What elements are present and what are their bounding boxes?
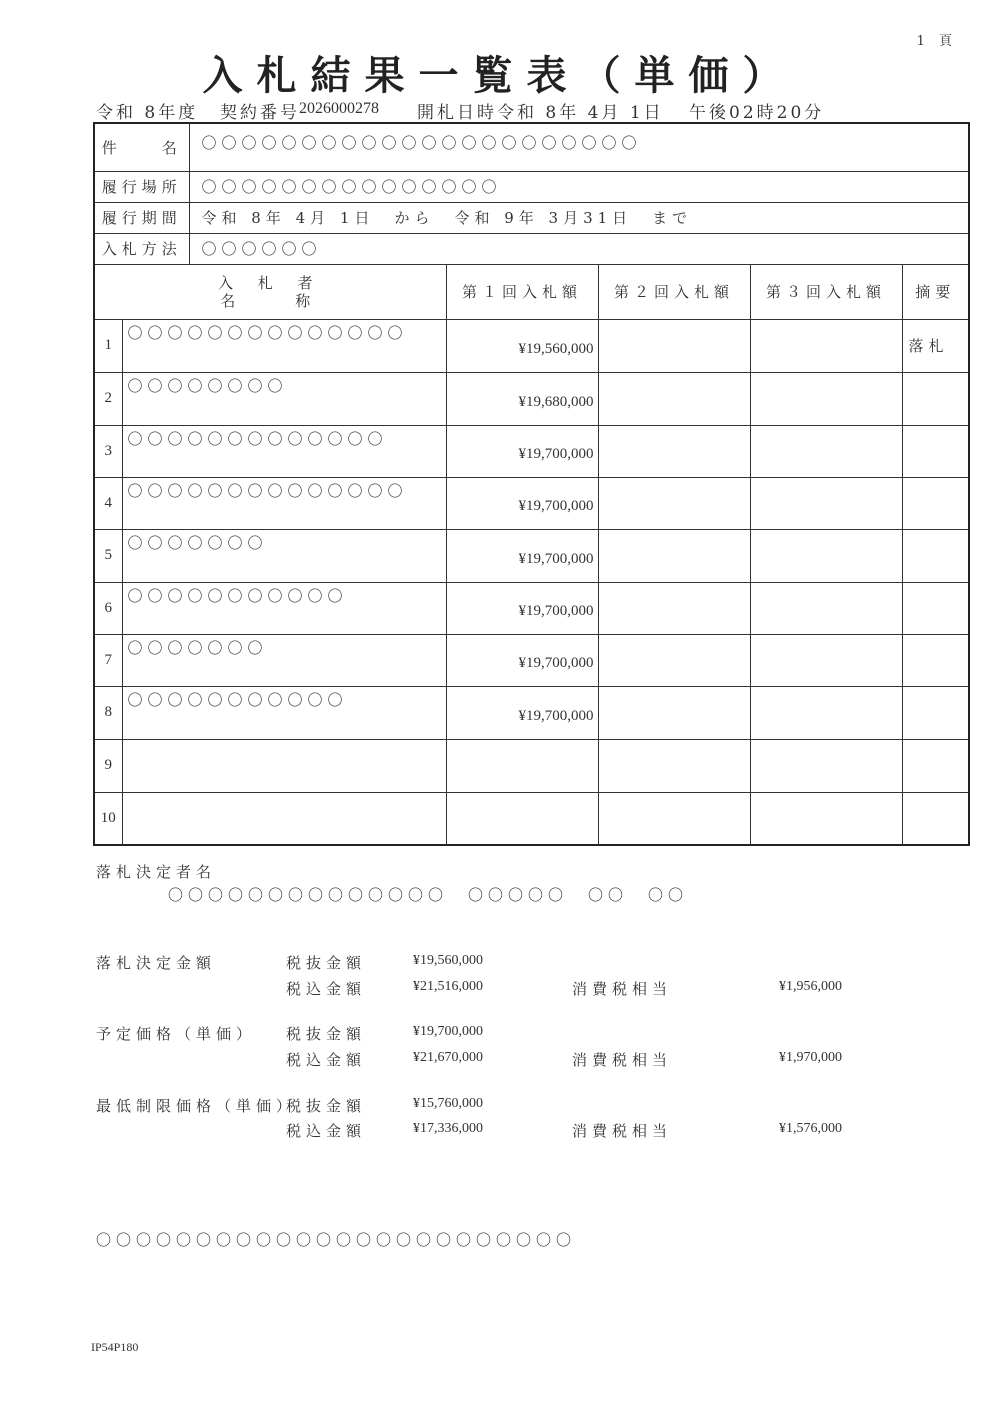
round1-amount: ¥19,700,000 (446, 634, 598, 686)
bidder-name (122, 739, 446, 792)
row-note (902, 686, 969, 739)
table-row (94, 739, 969, 792)
round2-amount (598, 739, 750, 792)
round1-amount (446, 739, 598, 792)
row-note (902, 739, 969, 792)
row-note (902, 477, 969, 529)
round3-amount (750, 319, 902, 372)
table-row (94, 582, 969, 634)
round1-amount: ¥19,700,000 (446, 686, 598, 739)
tax-included-amount: ¥21,670,000 (413, 1050, 483, 1065)
open-time: 午後02時20分 (689, 103, 825, 123)
row-number: 7 (94, 634, 122, 686)
row-note: 落札 (902, 319, 969, 372)
info-row-period (94, 202, 969, 233)
bidder-name (122, 792, 446, 845)
round2-amount (598, 319, 750, 372)
form-code: IP54P180 (91, 1340, 139, 1354)
info-row-method (94, 233, 969, 264)
round3-amount (750, 634, 902, 686)
tax-excluded-amount: ¥15,760,000 (413, 1096, 483, 1111)
tax-included-label: 税込金額 (286, 1051, 367, 1069)
row-number: 5 (94, 529, 122, 582)
round3-amount (750, 739, 902, 792)
row-number: 4 (94, 477, 122, 529)
info-value: 令和 8年 4月 1日 から 令和 9年 3月31日 まで (189, 202, 969, 233)
bidder-name: 〇〇〇〇〇〇〇 (122, 634, 446, 686)
tax-included-label: 税込金額 (286, 980, 367, 998)
round2-amount (598, 634, 750, 686)
info-value: 〇〇〇〇〇〇 (189, 233, 969, 264)
table-row (94, 477, 969, 529)
bidder-name: 〇〇〇〇〇〇〇〇〇〇〇〇〇〇 (122, 319, 446, 372)
bidder-name: 〇〇〇〇〇〇〇〇〇〇〇 (122, 686, 446, 739)
row-note (902, 425, 969, 477)
row-number: 3 (94, 425, 122, 477)
document-title: 入札結果一覧表（単価） (202, 52, 797, 99)
bidder-name: 〇〇〇〇〇〇〇 (122, 529, 446, 582)
round1-header: 第１回入札額 (446, 264, 598, 319)
tax-amount: ¥1,956,000 (779, 979, 842, 994)
row-note (902, 529, 969, 582)
table-row (94, 425, 969, 477)
row-number: 9 (94, 739, 122, 792)
bidder-header (94, 264, 446, 319)
round3-amount (750, 477, 902, 529)
contract-no-label: 契約番号 (220, 103, 300, 123)
tax-label: 消費税相当 (572, 1051, 673, 1069)
tax-excluded-amount: ¥19,560,000 (413, 953, 483, 968)
round1-amount: ¥19,700,000 (446, 477, 598, 529)
tax-excluded-label: 税抜金額 (286, 1097, 367, 1115)
tax-excluded-amount: ¥19,700,000 (413, 1024, 483, 1039)
info-row-subject (94, 123, 969, 171)
round1-amount: ¥19,700,000 (446, 425, 598, 477)
tax-included-label: 税込金額 (286, 1122, 367, 1140)
round2-amount (598, 477, 750, 529)
fiscal-year: 令和 8年度 (96, 103, 199, 123)
tax-label: 消費税相当 (572, 1122, 673, 1140)
row-number: 6 (94, 582, 122, 634)
bidder-header-line1: 入 札 者 (217, 273, 323, 292)
round3-amount (750, 425, 902, 477)
table-row (94, 634, 969, 686)
round2-amount (598, 425, 750, 477)
tax-label: 消費税相当 (572, 980, 673, 998)
winner-name: 〇〇〇〇〇〇〇〇〇〇〇〇〇〇 〇〇〇〇〇 〇〇 〇〇 (168, 886, 689, 904)
round3-amount (750, 686, 902, 739)
tax-included-amount: ¥17,336,000 (413, 1121, 483, 1136)
bid-results-table (93, 122, 970, 846)
bidder-name: 〇〇〇〇〇〇〇〇 (122, 372, 446, 425)
round3-amount (750, 372, 902, 425)
round2-amount (598, 529, 750, 582)
round2-amount (598, 372, 750, 425)
remarks: 〇〇〇〇〇〇〇〇〇〇〇〇〇〇〇〇〇〇〇〇〇〇〇〇 (96, 1231, 577, 1249)
summary-label: 予定価格（単価） (96, 1025, 257, 1043)
round3-amount (750, 582, 902, 634)
round3-amount (750, 529, 902, 582)
table-row (94, 792, 969, 845)
open-date: 令和 8年 4月 1日 (497, 103, 664, 123)
table-row (94, 686, 969, 739)
table-row (94, 319, 969, 372)
table-row (94, 372, 969, 425)
row-number: 8 (94, 686, 122, 739)
page-number: 1 頁 (916, 34, 957, 49)
note-header: 摘要 (902, 264, 969, 319)
round1-amount (446, 792, 598, 845)
info-row-location (94, 171, 969, 202)
summary-label: 最低制限価格（単価） (96, 1097, 297, 1115)
row-note (902, 582, 969, 634)
bidder-header-line2: 名 称 (220, 291, 321, 310)
row-note (902, 372, 969, 425)
round2-amount (598, 582, 750, 634)
tax-amount: ¥1,970,000 (779, 1050, 842, 1065)
table-row (94, 529, 969, 582)
tax-excluded-label: 税抜金額 (286, 954, 367, 972)
round2-amount (598, 686, 750, 739)
winner-label: 落札決定者名 (96, 863, 217, 881)
row-number: 10 (94, 792, 122, 845)
bidder-name: 〇〇〇〇〇〇〇〇〇〇〇 (122, 582, 446, 634)
row-note (902, 634, 969, 686)
bidder-name: 〇〇〇〇〇〇〇〇〇〇〇〇〇 (122, 425, 446, 477)
bidder-name: 〇〇〇〇〇〇〇〇〇〇〇〇〇〇 (122, 477, 446, 529)
info-label: 履行場所 (94, 171, 189, 202)
info-value: 〇〇〇〇〇〇〇〇〇〇〇〇〇〇〇 (189, 171, 969, 202)
contract-no: 2026000278 (299, 100, 379, 117)
tax-excluded-label: 税抜金額 (286, 1025, 367, 1043)
round1-amount: ¥19,700,000 (446, 582, 598, 634)
info-value: 〇〇〇〇〇〇〇〇〇〇〇〇〇〇〇〇〇〇〇〇〇〇 (189, 123, 969, 171)
table-header-row (94, 264, 969, 319)
info-label: 履行期間 (94, 202, 189, 233)
summary-label: 落札決定金額 (96, 954, 217, 972)
round2-amount (598, 792, 750, 845)
round2-header: 第２回入札額 (598, 264, 750, 319)
row-number: 1 (94, 319, 122, 372)
tax-amount: ¥1,576,000 (779, 1121, 842, 1136)
round3-header: 第３回入札額 (750, 264, 902, 319)
open-date-label: 開札日時 (417, 103, 497, 123)
info-label: 入札方法 (94, 233, 189, 264)
round1-amount: ¥19,680,000 (446, 372, 598, 425)
round1-amount: ¥19,560,000 (446, 319, 598, 372)
tax-included-amount: ¥21,516,000 (413, 979, 483, 994)
row-number: 2 (94, 372, 122, 425)
round3-amount (750, 792, 902, 845)
round1-amount: ¥19,700,000 (446, 529, 598, 582)
row-note (902, 792, 969, 845)
info-label: 件 名 (94, 123, 189, 171)
